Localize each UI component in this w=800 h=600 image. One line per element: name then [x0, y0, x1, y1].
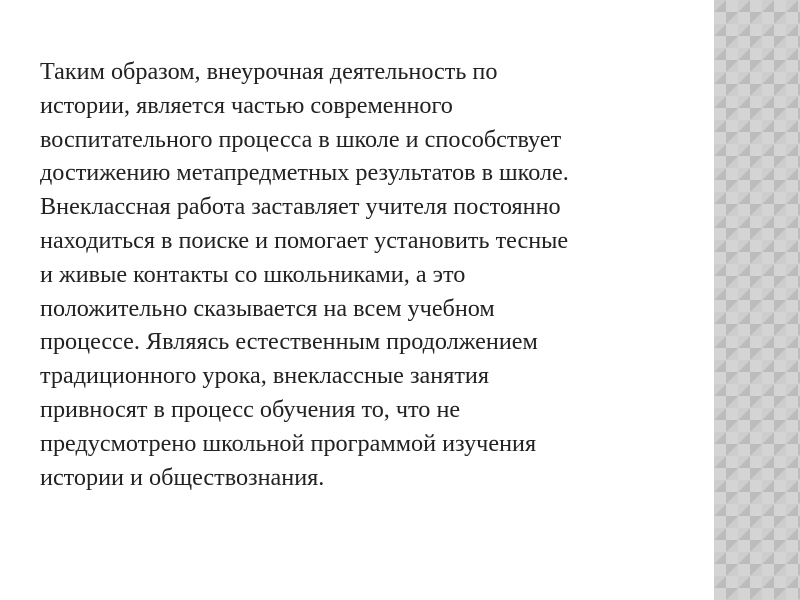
paragraph-line: традиционного урока, внеклассные занятия: [40, 362, 489, 390]
decorative-side-strip: [714, 0, 800, 600]
paragraph-line: истории, является частью современного: [40, 91, 453, 119]
paragraph-line: положительно сказывается на всем учебном: [40, 294, 495, 322]
paragraph-line: Таким образом, внеурочная деятельность по: [40, 58, 498, 85]
paragraph-line: воспитательного процесса в школе и способствует: [40, 125, 562, 153]
paragraph-line: процессе. Являясь естественным продолжением: [40, 328, 538, 356]
paragraph-line: предусмотрено школьной программой изучения: [40, 429, 537, 457]
paragraph-line: истории и обществознания.: [40, 463, 325, 491]
paragraph-line: находиться в поиске и помогает установить тесные: [40, 226, 569, 254]
body-paragraph: [40, 55, 720, 494]
paragraph-line: привносят в процесс обучения то, что не: [40, 395, 461, 423]
paragraph-line: и живые контакты со школьниками, а это: [40, 260, 466, 288]
paragraph-line: достижению метапредметных результатов в школе.: [40, 159, 569, 187]
paragraph-line: Внеклассная работа заставляет учителя постоянно: [40, 193, 561, 221]
